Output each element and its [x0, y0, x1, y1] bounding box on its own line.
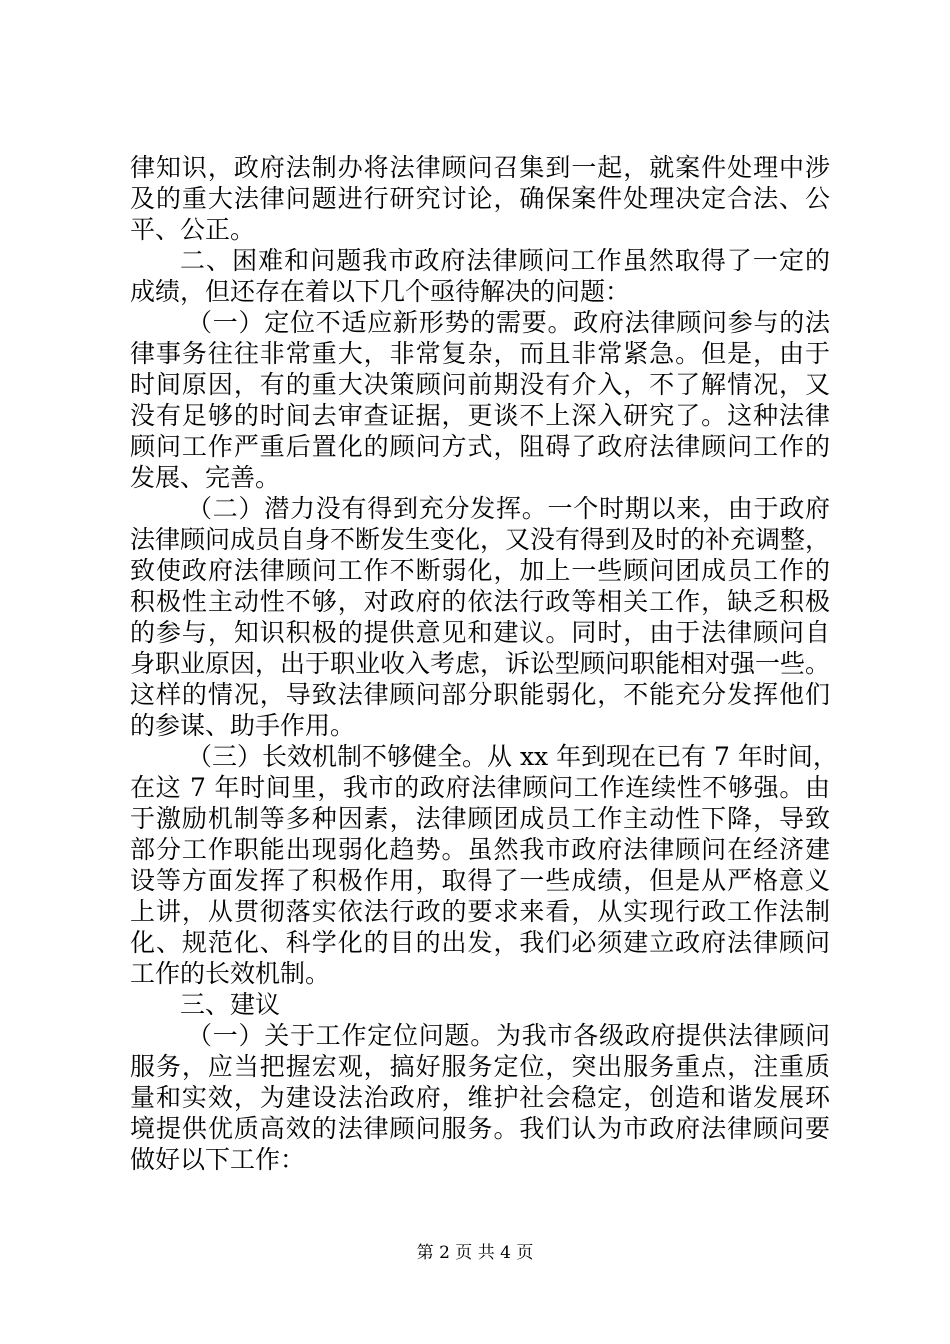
text-line: 部分工作职能出现弱化趋势。虽然我市政府法律顾问在经济建 — [130, 835, 830, 864]
text-line: 二、困难和问题我市政府法律顾问工作虽然取得了一定的 — [180, 246, 830, 275]
text-line: （一）关于工作定位问题。为我市各级政府提供法律顾问 — [187, 1021, 830, 1050]
text-line: 化、规范化、科学化的目的出发，我们必须建立政府法律顾问 — [130, 928, 830, 957]
text-line: 工作的长效机制。 — [130, 959, 331, 988]
text-line: 境提供优质高效的法律顾问服务。我们认为市政府法律顾问要 — [130, 1114, 830, 1143]
text-line: 三、建议 — [180, 990, 281, 1019]
text-line: 服务，应当把握宏观，搞好服务定位，突出服务重点，注重质 — [130, 1052, 830, 1081]
text-line: 于激励机制等多种因素，法律顾团成员工作主动性下降，导致 — [130, 804, 830, 833]
text-line: 没有足够的时间去审查证据，更谈不上深入研究了。这种法律 — [130, 401, 830, 430]
document-body — [130, 152, 838, 1175]
text-line: （二）潜力没有得到充分发挥。一个时期以来，由于政府 — [187, 494, 830, 523]
text-line: 成绩，但还存在着以下几个亟待解决的问题： — [130, 277, 631, 306]
text-line: （三）长效机制不够健全。从 xx 年到现在已有 7 年时间， — [187, 742, 838, 771]
text-line: 发展、完善。 — [130, 463, 281, 492]
text-line: 法律顾问成员自身不断发生变化，又没有得到及时的补充调整， — [130, 525, 831, 554]
text-line: 律事务往往非常重大，非常复杂，而且非常紧急。但是，由于 — [130, 339, 830, 368]
text-line: 的参与，知识积极的提供意见和建议。同时，由于法律顾问自 — [130, 618, 830, 647]
text-line: 上讲，从贯彻落实依法行政的要求来看，从实现行政工作法制 — [130, 897, 830, 926]
text-line: 顾问工作严重后置化的顾问方式，阻碍了政府法律顾问工作的 — [130, 432, 830, 461]
text-line: 设等方面发挥了积极作用，取得了一些成绩，但是从严格意义 — [130, 866, 830, 895]
text-line: （一）定位不适应新形势的需要。政府法律顾问参与的法 — [187, 308, 830, 337]
text-line: 时间原因，有的重大决策顾问前期没有介入，不了解情况，又 — [130, 370, 830, 399]
text-line: 身职业原因，出于职业收入考虑，诉讼型顾问职能相对强一些。 — [130, 649, 831, 678]
text-line: 积极性主动性不够，对政府的依法行政等相关工作，缺乏积极 — [130, 587, 830, 616]
text-line: 在这 7 年时间里，我市的政府法律顾问工作连续性不够强。由 — [130, 773, 830, 802]
page-footer: 第 2 页 共 4 页 — [416, 1243, 534, 1263]
text-line: 平、公正。 — [130, 215, 256, 244]
text-line: 律知识，政府法制办将法律顾问召集到一起，就案件处理中涉 — [130, 153, 830, 182]
text-line: 这样的情况，导致法律顾问部分职能弱化，不能充分发挥他们 — [130, 680, 830, 709]
text-line: 的参谋、助手作用。 — [130, 711, 356, 740]
text-line: 做好以下工作： — [130, 1145, 306, 1174]
text-line: 及的重大法律问题进行研究讨论，确保案件处理决定合法、公 — [130, 184, 830, 213]
text-line: 量和实效，为建设法治政府，维护社会稳定，创造和谐发展环 — [130, 1083, 830, 1112]
text-line: 致使政府法律顾问工作不断弱化，加上一些顾问团成员工作的 — [130, 556, 830, 585]
